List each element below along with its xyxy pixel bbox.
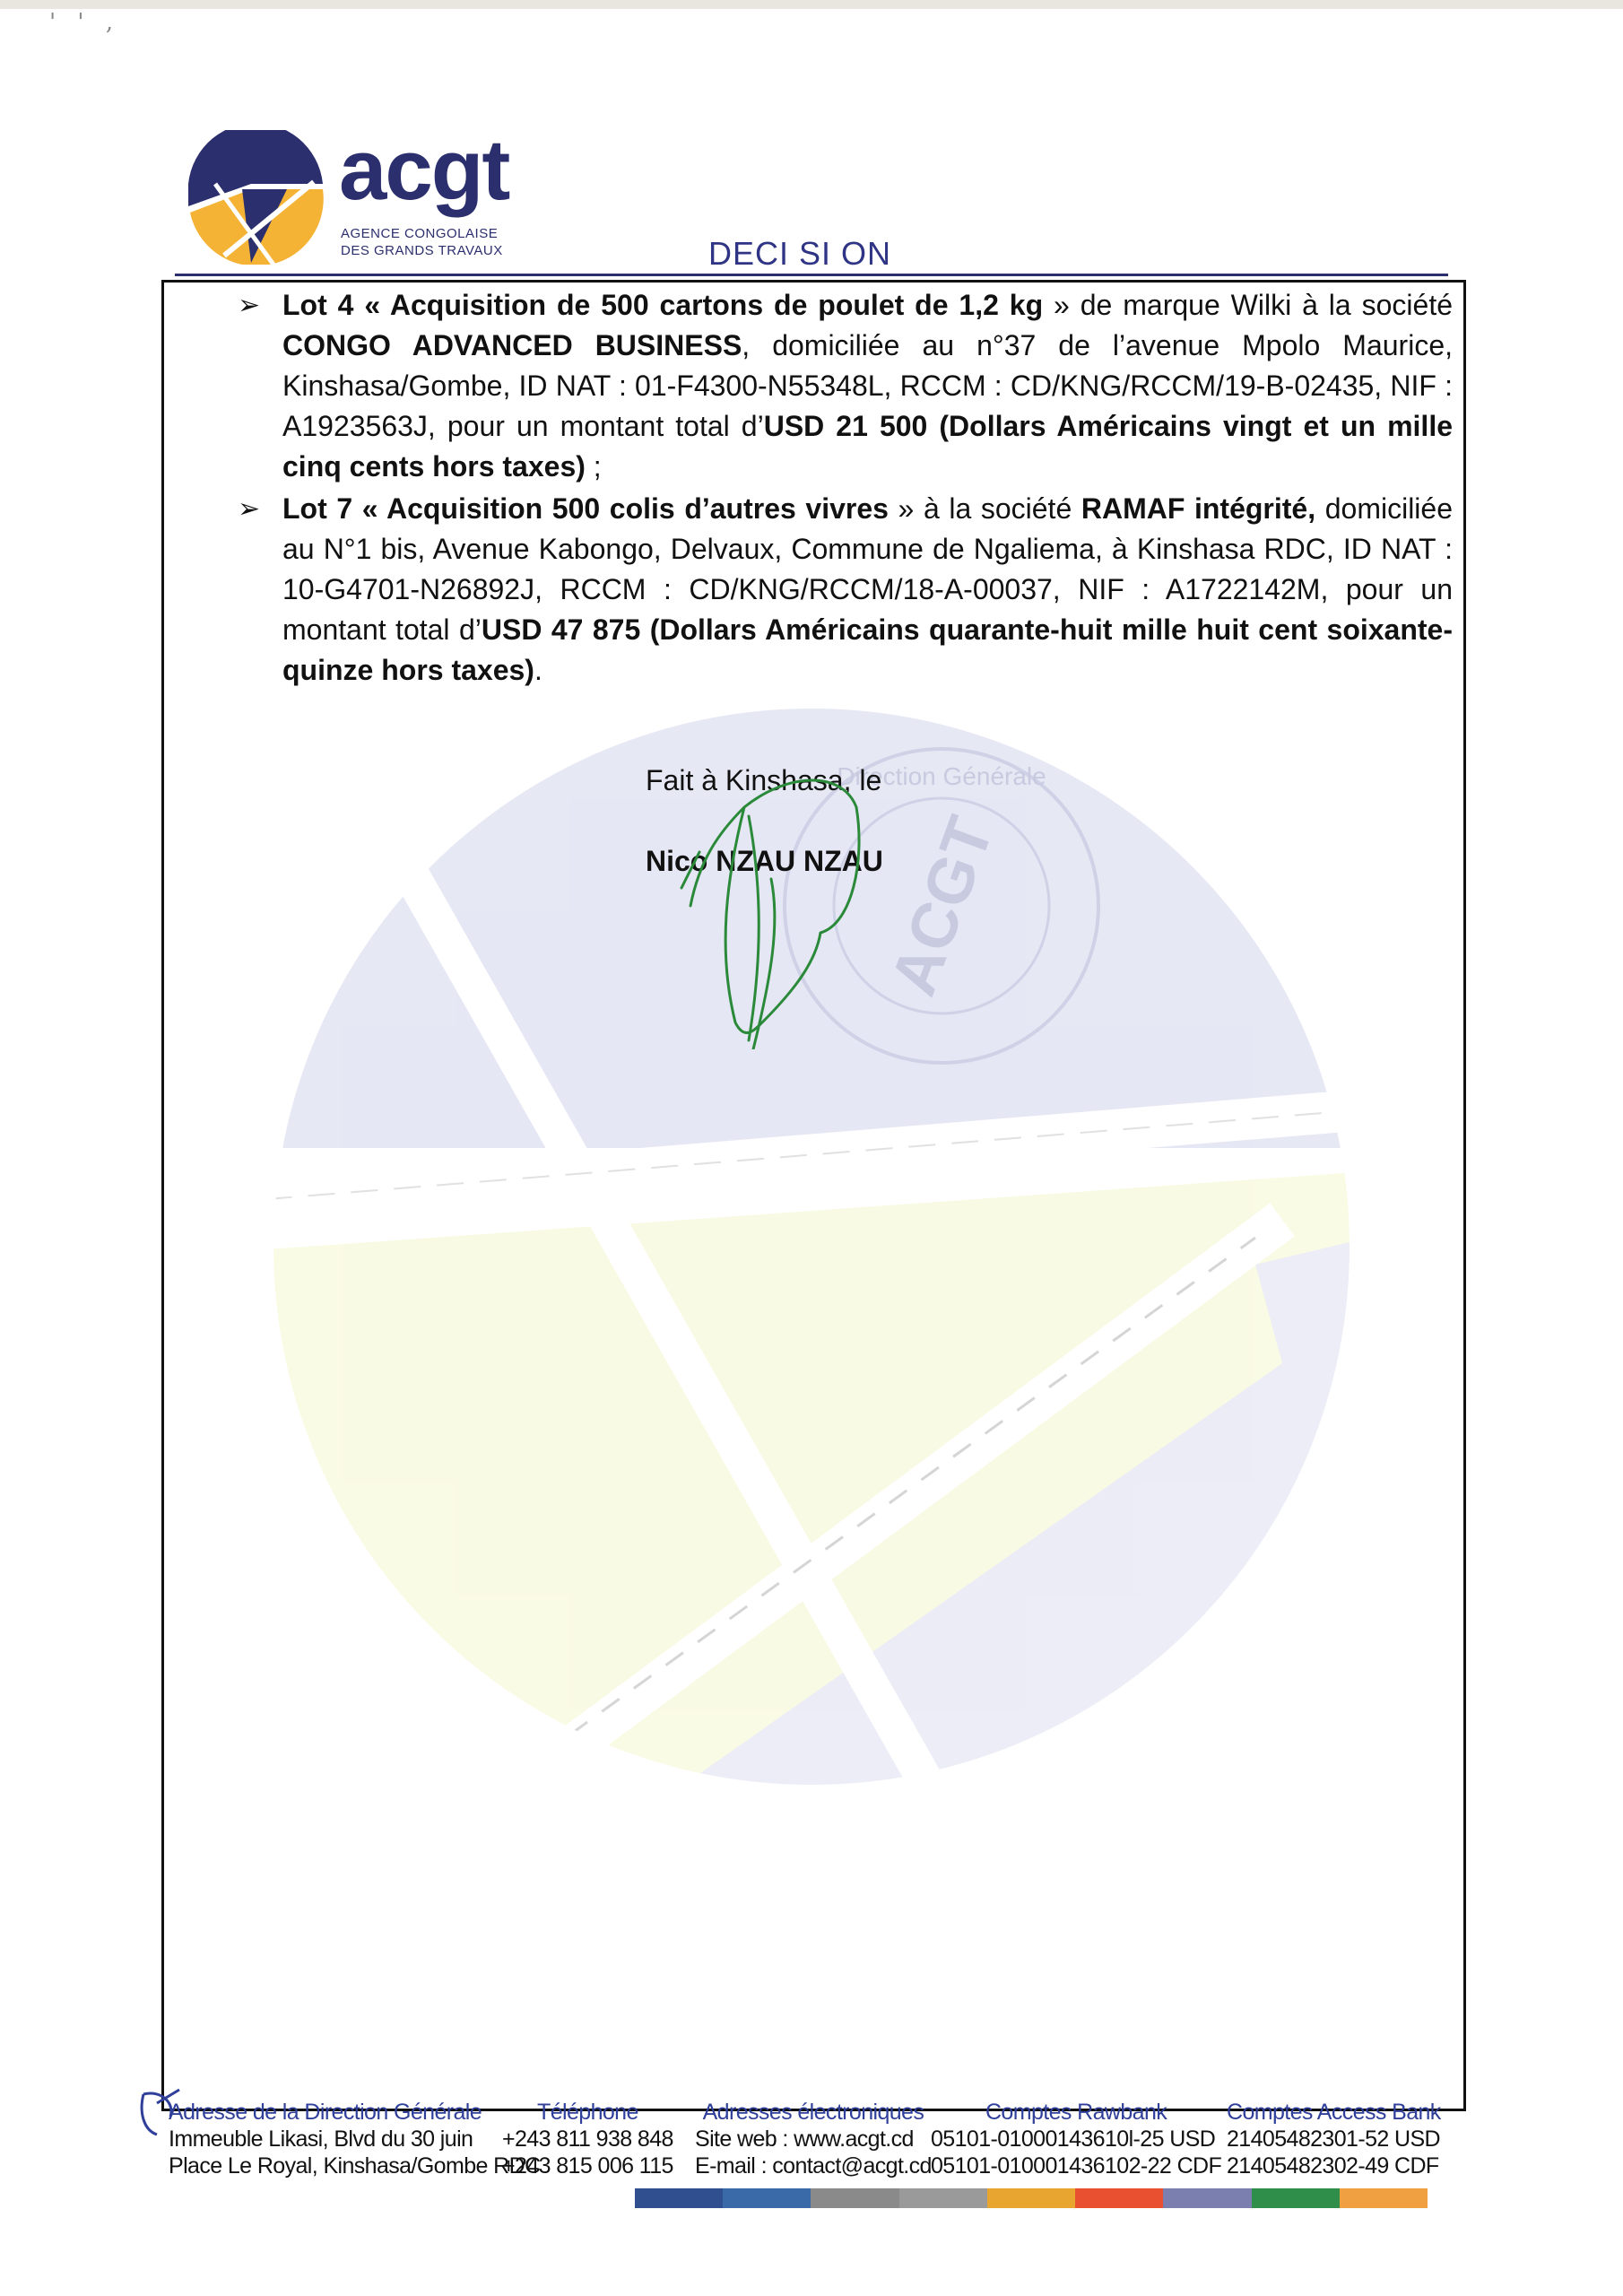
arrow-bullet-icon: ➢ <box>238 291 261 320</box>
color-bar-segment <box>1252 2188 1340 2208</box>
scan-top-band <box>0 0 1623 9</box>
svg-text:ACGT: ACGT <box>877 807 1008 1004</box>
title-divider <box>175 274 1448 276</box>
svg-text:Direction Générale: Direction Générale <box>837 762 1046 790</box>
color-bar-segment <box>899 2188 987 2208</box>
arrow-bullet-icon: ➢ <box>238 494 261 524</box>
signature-place-date: Fait à Kinshasa, le <box>646 764 882 796</box>
handwritten-signature <box>664 753 879 1049</box>
footer-color-bar <box>635 2188 1428 2208</box>
acgt-logo-icon <box>188 130 336 265</box>
list-item-lot-4: ➢ Lot 4 « Acquisition de 500 cartons de poulet de 1,2 kg » de marque Wilki à la société CONGO ADVANCED BUSINESS, domiciliée au n°37 de l’avenue Mpolo Maurice, Kinshasa/Gombe, ID NAT : 01-F4300-N55348L, RCCM : CD/KNG/RCCM/19-B-02435, NIF : A1923563J, pour un montant total d’USD 21 500 (Dollars Américains vingt et un mille cinq cents hors taxes) ; <box>238 285 1453 487</box>
document-title: DECI SI ON <box>708 235 892 272</box>
footer-rawbank: Comptes Rawbank 05101-01000143610l-25 USD 05101-010001436102-22 CDF <box>931 2100 1222 2179</box>
color-bar-segment <box>1163 2188 1251 2208</box>
color-bar-segment <box>635 2188 723 2208</box>
logo-subtitle: AGENCE CONGOLAISE DES GRANDS TRAVAUX <box>341 226 503 258</box>
color-bar-segment <box>1340 2188 1428 2208</box>
footer-electronic: Adresses électroniques Site web : www.acgt.cd E-mail : contact@acgt.cd <box>695 2100 932 2179</box>
footer-address: Adresse de la Direction Générale Immeuble Likasi, Blvd du 30 juin Place Le Royal, Kinshasa/Gombe RDC <box>169 2100 541 2179</box>
footer-accessbank: Comptes Access Bank 21405482301-52 USD 21405482302-49 CDF <box>1227 2100 1441 2179</box>
list-item-lot-7: ➢ Lot 7 « Acquisition 500 colis d’autres vivres » à la société RAMAF intégrité, domiciliée au N°1 bis, Avenue Kabongo, Delvaux, Commune de Ngaliema, à Kinshasa RDC, ID NAT : 10-G4701-N26892J, RCCM : CD/KNG/RCCM/18-A-00037, NIF : A1722142M, pour un montant total d’USD 47 875 (Dollars Américains quarante-huit mille huit cent soixante-quinze hors taxes). <box>238 489 1453 691</box>
color-bar-segment <box>811 2188 898 2208</box>
acgt-logo <box>188 122 511 265</box>
lot-list <box>238 285 1453 692</box>
signatory-name: Nico NZAU NZAU <box>646 845 883 877</box>
logo-wordmark: acgt <box>339 122 509 218</box>
color-bar-segment <box>723 2188 811 2208</box>
scan-specks: ' ' , <box>49 9 121 36</box>
color-bar-segment <box>987 2188 1075 2208</box>
footer-phone: Téléphone +243 811 938 848 +243 815 006 115 <box>502 2100 673 2179</box>
color-bar-segment <box>1075 2188 1163 2208</box>
